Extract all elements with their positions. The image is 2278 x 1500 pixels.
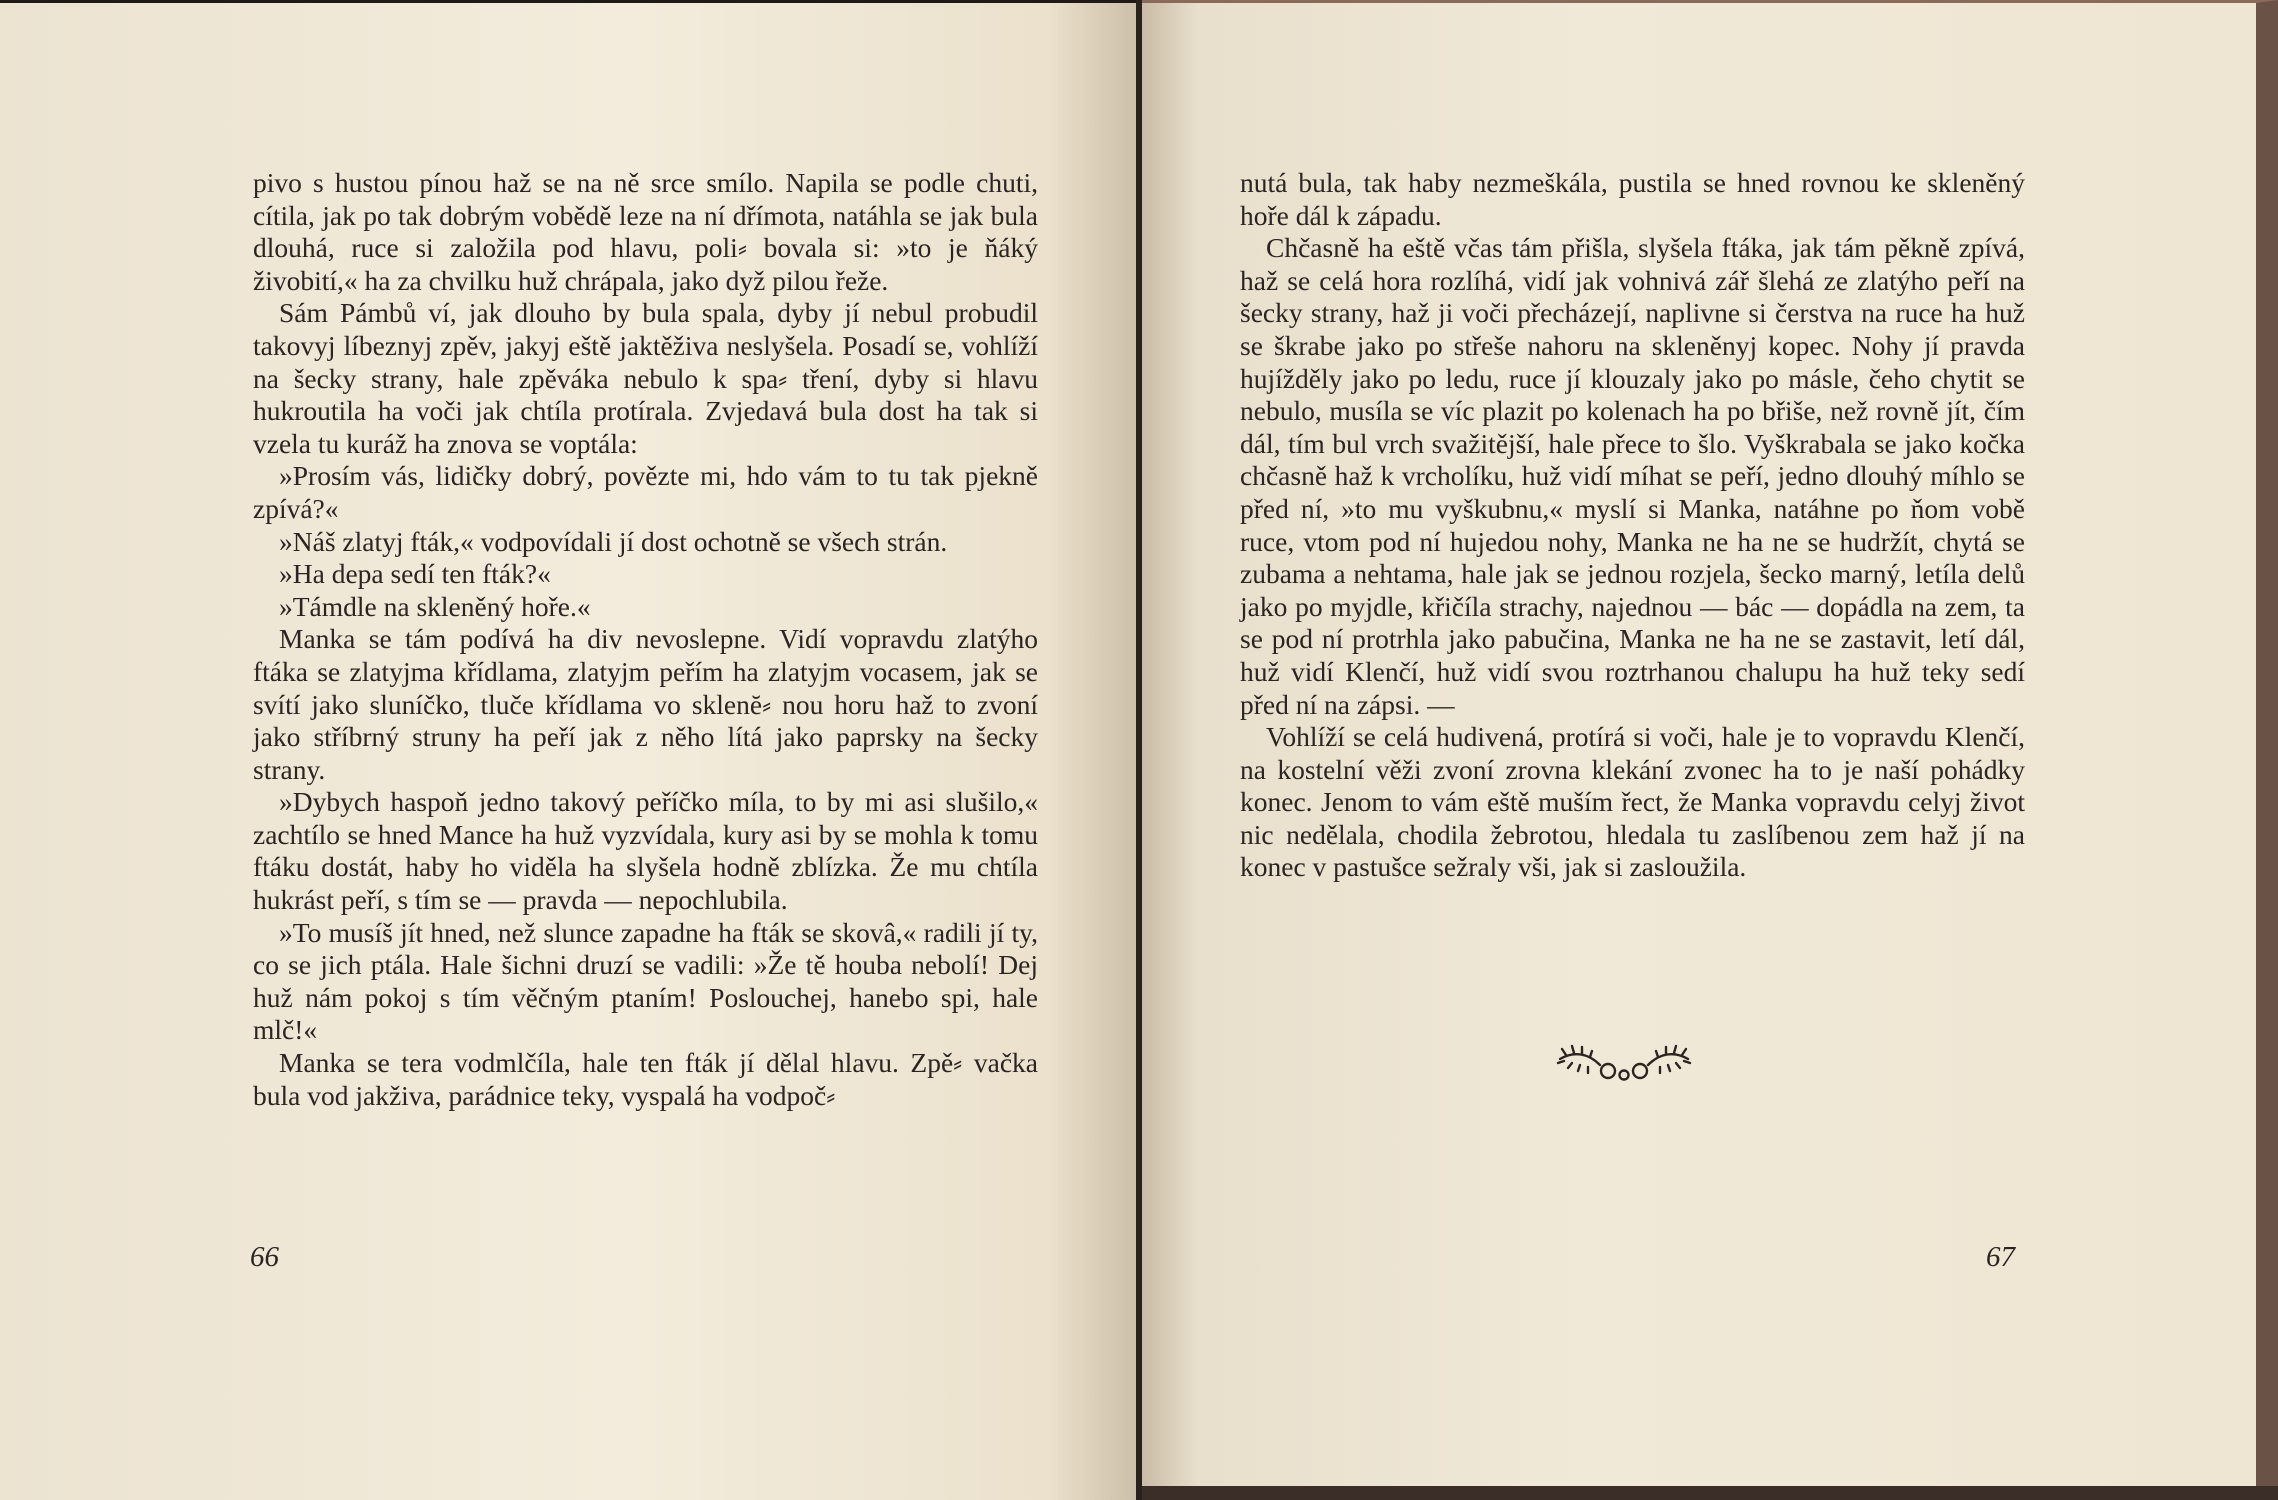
- leaf-ornament-icon: [1554, 1043, 1694, 1089]
- page-number-right: 67: [1986, 1241, 2015, 1273]
- right-page-text: [1240, 167, 2025, 884]
- paragraph: nutá bula, tak haby nezmeškála, pustila se hned rovnou ke skleněný hoře dál k západu.: [1240, 167, 2025, 231]
- paragraph: Manka se tera vodmlčíla, hale ten fták jí dělal hlavu. Zpě⸗ vačka bula vod jakživa, parádnice teky, vyspalá ha vodpoč⸗: [253, 1047, 1038, 1111]
- book-bottom-edge: [1142, 1486, 2278, 1500]
- paragraph: »Támdle na skleněný hoře.«: [279, 590, 591, 622]
- paragraph: Chčasně ha eště včas tám přišla, slyšela ftáka, jak tám pěkně zpívá, haž se celá hora rozlíhá, vidí jak vohnivá zář šlehá ze zlatýho peří na šecky strany, haž ji voči přecházejí, naplivne si čerstva na ruce ha huž se škrabe jako po střeše nahoru na skleněnyj kopec. Nohy jí pravda hujížděly jako po ledu, ruce jí klouzaly jako po másle, čeho chytit se nebulo, musíla se víc plazit po kolenach ha po břiše, než rovně jít, čím dál, tím bul vrch svažitější, hale přece to šlo. Vyškrabala se jako kočka chčasně haž k vrcholíku, huž vidí míhat se peří, jedno dlouhý míhlo se před ní, »to mu vyškubnu,« myslí si Manka, natáhne po ňom vobě ruce, vtom pod ní hujedou nohy, Manka ne ha ne se hudržít, chytá se zubama a nehtama, hale jak se jednou rozjela, šecko marný, letíla delů jako po myjdle, křičíla strachy, najednou — bác — dopádla na zem, ta se pod ní protrhla jako pabučina, Manka ne ha ne se zastavit, letí dál, huž vidí Klenčí, huž vidí svou roztrhanou chalupu ha huž teky sedí před ní na zápsi. —: [1240, 232, 2025, 720]
- paragraph: »Dybych haspoň jedno takový peříčko míla, to by mi asi slušilo,« zachtílo se hned Mance ha huž vyzvídala, kury asi by se mohla k tomu ftáku dostát, haby ho viděla ha slyšela hodně zblízka. Že mu chtíla hukrást peří, s tím se — pravda — nepochlubila.: [253, 786, 1038, 916]
- paragraph: Manka se tám podívá ha div nevoslepne. Vidí vopravdu zlatýho ftáka se zlatyjma křídlama, zlatyjm peřím ha zlatyjm vocasem, jak se svítí jako sluníčko, tluče křídlama vo sklenĕ⸗ nou horu haž to zvoní jako stříbrný struny ha peří jak z něho lítá jako paprsky na šecky strany.: [253, 623, 1038, 785]
- paragraph: pivo s hustou pínou haž se na ně srce smílo. Napila se podle chuti, cítila, jak po tak dobrým vobědě leze na ní dřímota, natáhla se jak bula dlouhá, ruce si založila pod hlavu, poli⸗ bovala si: »to je ňáký živobití,« ha za chvilku huž chrápala, jako dyž pilou řeže.: [253, 167, 1038, 296]
- page-number-left: 66: [250, 1241, 279, 1273]
- paragraph: Vohlíží se celá hudivená, protírá si voči, hale je to vopravdu Klenčí, na kostelní věži zvoní zrovna klekání zvonec ha to je naší pohádky konec. Jenom to vám eště muším řect, že Manka vopravdu celyj život nic nedělala, chodila žebrotou, hledala tu zaslíbenou zem haž jí na konec v pastušce sežraly vši, jak si zasloužila.: [1240, 721, 2025, 883]
- left-page-text: [253, 167, 1038, 1112]
- paragraph: Sám Pámbů ví, jak dlouho by bula spala, dyby jí nebul probudil takovyj líbeznyj zpěv, jakyj eště jaktěživa neslyšela. Posadí se, vohlíží na šecky strany, hale zpěváka nebulo k spa⸗ tření, dyby si hlavu hukroutila ha voči jak chtíla protírala. Zvjedavá bula dost ha tak si vzela tu kuráž ha znova se voptála:: [253, 297, 1038, 459]
- paragraph: »Náš zlatyj fták,« vodpovídali jí dost ochotně se všech strán.: [279, 525, 948, 557]
- paragraph: »To musíš jít hned, než slunce zapadne ha fták se skovâ,« radili jí ty, co se jich ptála. Hale šichni druzí se vadili: »Že tě houba nebolí! Dej huž nám pokoj s tím věčným ptaním! Poslouchej, hanebo spi, hale mlč!«: [253, 916, 1038, 1046]
- right-page: [1142, 0, 2278, 1500]
- left-page: [0, 0, 1138, 1500]
- paragraph: »Prosím vás, lidičky dobrý, povězte mi, hdo vám to tu tak pjekně zpívá?«: [253, 460, 1038, 524]
- paragraph: »Ha depa sedí ten fták?«: [279, 558, 551, 590]
